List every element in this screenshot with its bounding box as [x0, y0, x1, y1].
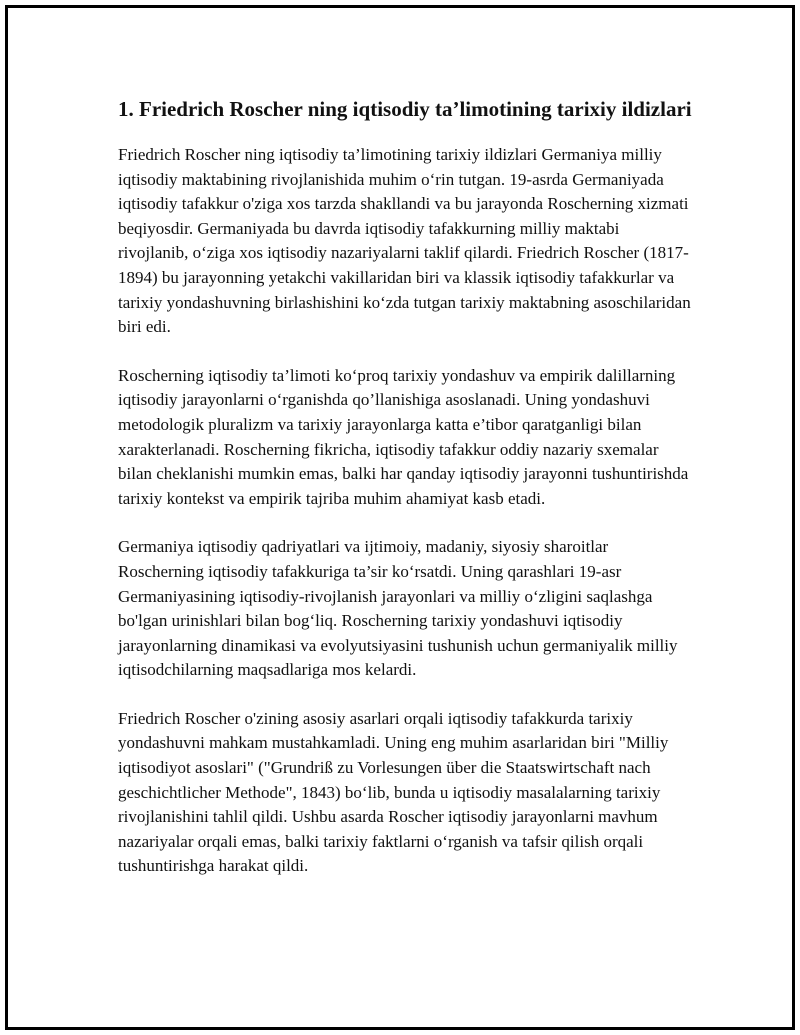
paragraph-4: Friedrich Roscher o'zining asosiy asarlari orqali iqtisodiy tafakkurda tarixiy yondashuvni mahkam mustahkamladi. Uning eng muhim asarlaridan biri "Milliy iqtisodiyot asoslari" ("Grundriß zu Vorlesungen über die Staatswirtschaft nach geschichtlicher Methode", 1843) bo‘lib, bunda u iqtisodiy masalalarning tarixiy rivojlanishini tahlil qildi. Ushbu asarda Roscher iqtisodiy jarayonlarni mavhum nazariyalar orqali emas, balki tarixiy faktlarni o‘rganish va tafsir qilish orqali tushuntirishga harakat qildi. [118, 708, 669, 876]
document-body [118, 95, 693, 903]
paragraph-1: Friedrich Roscher ning iqtisodiy ta’limotining tarixiy ildizlari Germaniya milliy iqtisodiy maktabining rivojlanishida muhim o‘rin tutgan. 19-asrda Germaniyada iqtisodiy tafakkur o'ziga xos tarzda shakllandi va bu jarayonda Roscherning xizmati beqiyosdir. Germaniyada bu davrda iqtisodiy tafakkurning milliy maktabi rivojlanib, o‘ziga xos iqtisodiy nazariyalarni taklif qilardi. Friedrich Roscher (1817-1894) bu jarayonning yetakchi vakillaridan biri va klassik iqtisodiy tafakkurlar va tarixiy yondashuvning birlashishini ko‘zda tutgan tarixiy maktabning asoschilaridan biri edi. [118, 145, 691, 337]
section-heading: 1. Friedrich Roscher ning iqtisodiy ta’limotining tarixiy ildizlari [118, 97, 692, 121]
paragraph-2: Roscherning iqtisodiy ta’limoti ko‘proq tarixiy yondashuv va empirik dalillarning iqtisodiy jarayonlarni o‘rganishda qo’llanishiga asoslanadi. Uning yondashuvi metodologik pluralizm va tarixiy jarayonlarga katta e’tibor qaratganligi bilan xarakterlanadi. Roscherning fikricha, iqtisodiy tafakkur oddiy nazariy sxemalar bilan cheklanishi mumkin emas, balki har qanday iqtisodiy jarayonni tushuntirishda tarixiy kontekst va empirik tajriba muhim ahamiyat kasb etadi. [118, 365, 689, 508]
paragraph-3: Germaniya iqtisodiy qadriyatlari va ijtimoiy, madaniy, siyosiy sharoitlar Roscherning iqtisodiy tafakkuriga ta’sir ko‘rsatdi. Uning qarashlari 19-asr Germaniyasining iqtisodiy-rivojlanish jarayonlari va milliy o‘zligini saqlashga bo'lgan urinishlari bilan bog‘liq. Roscherning tarixiy yondashuvi iqtisodiy jarayonlarning dinamikasi va evolyutsiyasini tushunish uchun germaniyalik milliy iqtisodchilarning maqsadlariga mos kelardi. [118, 537, 678, 680]
